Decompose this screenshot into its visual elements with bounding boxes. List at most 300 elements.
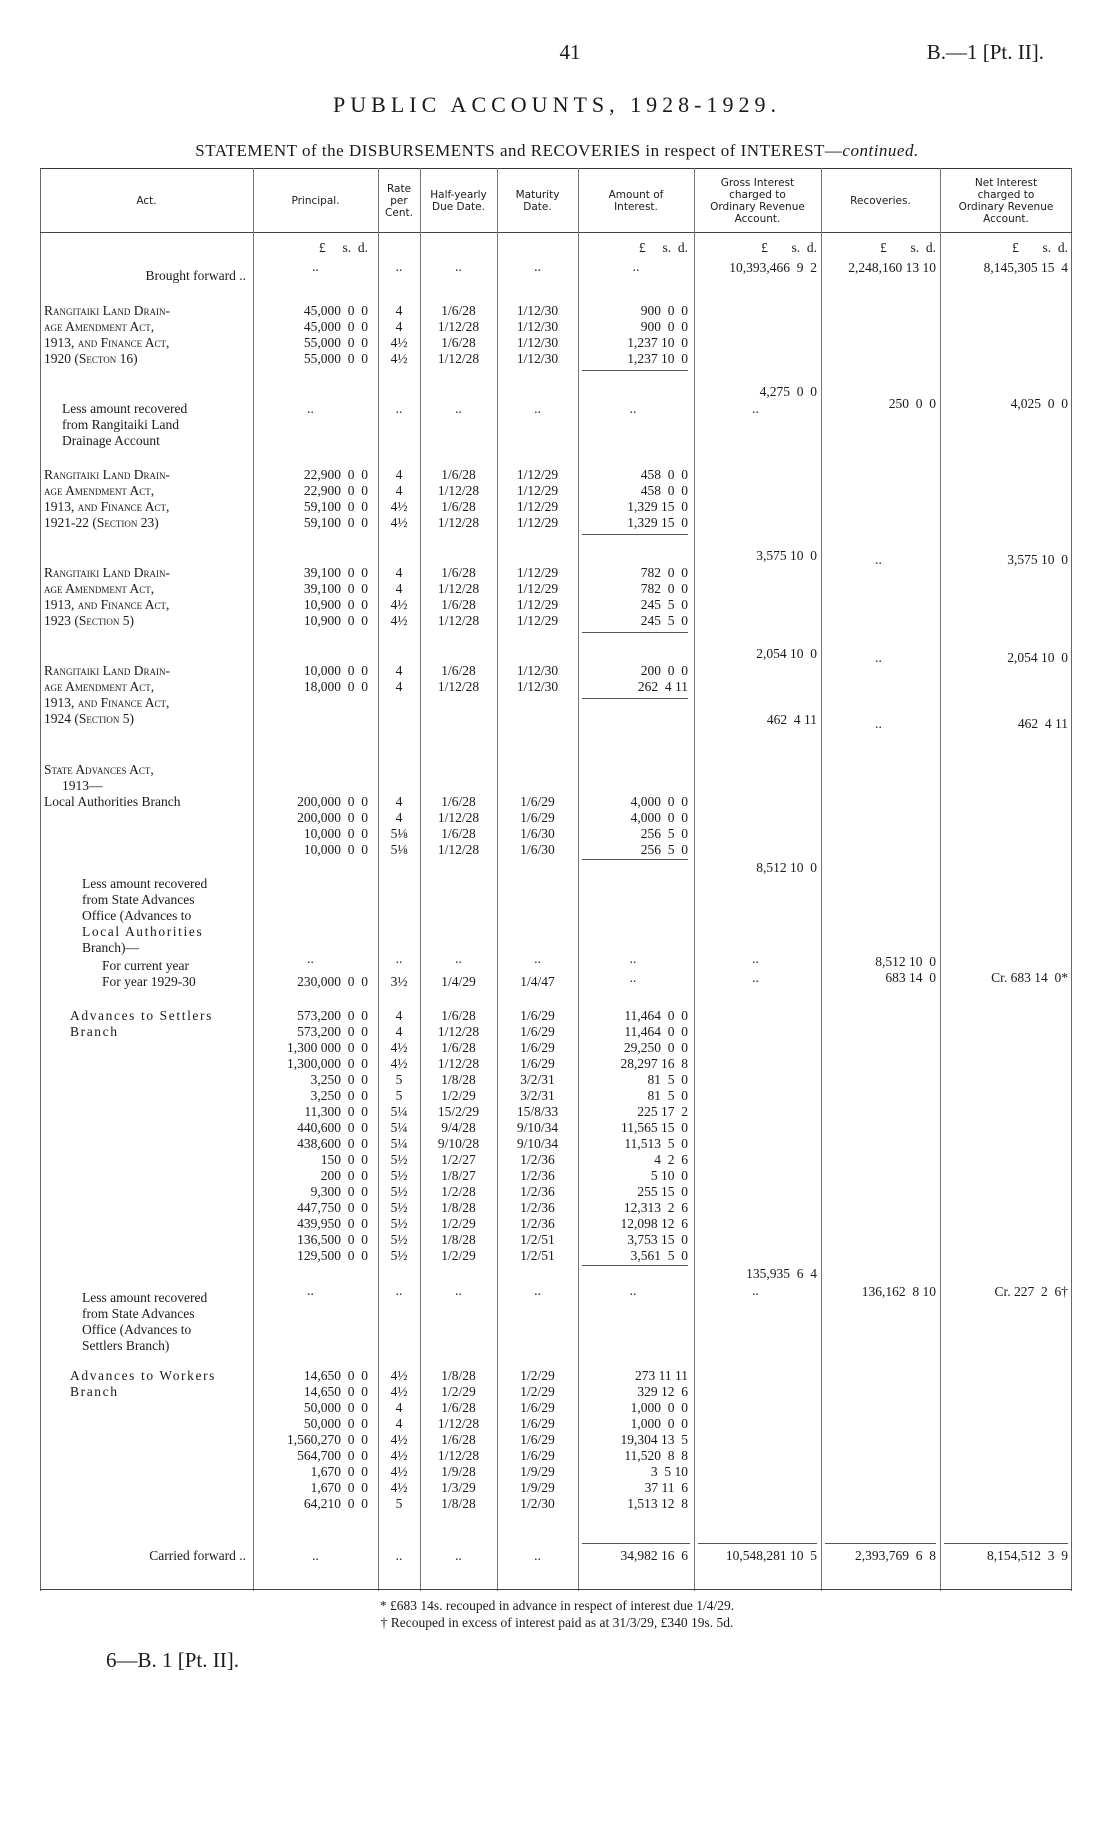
settlers-branch-row-half-yearly: 9/4/28 [441,1120,476,1135]
placeholder-dots: .. [629,1283,637,1298]
settlers-branch-row-principal: 438,600 0 0 [297,1136,368,1151]
settlers-branch-row-rate: 4 [395,1024,403,1039]
settlers-branch-row-principal: 1,300 000 0 0 [287,1040,368,1055]
less-recovered-line: Less amount recovered [62,401,188,416]
carried-forward-maturity: .. [534,1548,541,1563]
workers-branch-row-maturity: 1/6/29 [520,1432,555,1447]
workers-branch-row-principal: 64,210 0 0 [303,1496,368,1511]
brought-forward-net: 8,145,305 15 4 [983,260,1068,275]
settlers-branch-row-maturity: 3/2/31 [520,1088,555,1103]
workers-branch-row-half-yearly: 1/2/29 [441,1384,476,1399]
interest-row-half-yearly: 1/12/28 [437,515,480,530]
settlers-branch-label: Advances to Settlers [70,1008,213,1023]
local-authorities-row-rate: 5⅛ [390,826,408,841]
subtotal-rule [582,370,688,371]
local-authorities-row-principal: 200,000 0 0 [297,810,368,825]
carried-forward-recoveries: 2,393,769 6 8 [855,1548,936,1563]
local-authorities-row-amount: 4,000 0 0 [630,810,688,825]
settlers-branch-row-amount: 5 10 0 [650,1168,688,1183]
settlers-branch-row-half-yearly: 1/2/27 [441,1152,476,1167]
settlers-branch-row-amount: 28,297 16 8 [620,1056,688,1071]
interest-row-principal: 45,000 0 0 [303,319,368,334]
settlers-branch-row-rate: 5¼ [390,1120,408,1135]
interest-row-maturity: 1/12/29 [516,565,559,580]
settlers-branch-row-amount: 81 5 0 [647,1072,688,1087]
interest-row-half-yearly: 1/12/28 [437,613,480,628]
interest-row-maturity: 1/12/30 [516,319,559,334]
interest-row-maturity: 1/12/30 [516,303,559,318]
settlers-branch-row-half-yearly: 1/8/28 [441,1072,476,1087]
currency-head-gross: £ s. d. [761,240,817,255]
subtotal-rule [582,859,688,860]
year-1929-30-net-credit: Cr. 683 14 0* [991,970,1068,985]
subtotal-rule [582,1265,688,1266]
workers-branch-row-rate: 4 [395,1416,403,1431]
header-divider [40,232,1072,233]
act-name-line: 1923 (Section 5) [44,613,134,628]
page-number: 41 [559,40,581,64]
settlers-branch-row-rate: 5½ [390,1168,408,1183]
act-name-line: 1913, and Finance Act, [44,499,170,514]
interest-row-amount: 200 0 0 [640,663,688,678]
local-authorities-row-maturity: 1/6/30 [520,842,555,857]
act-name-line: 1913, and Finance Act, [44,695,170,710]
interest-row-amount: 900 0 0 [640,319,688,334]
workers-branch-row-maturity: 1/2/30 [520,1496,555,1511]
interest-row-maturity: 1/12/29 [516,581,559,596]
workers-branch-row-principal: 1,670 0 0 [310,1464,368,1479]
state-advances-act-year: 1913— [62,778,103,793]
workers-branch-row-principal: 564,700 0 0 [297,1448,368,1463]
header-maturity: Maturity Date. [515,189,560,213]
interest-row-maturity: 1/12/30 [516,663,559,678]
placeholder-dots: .. [307,401,314,416]
local-authorities-row-rate: 4 [395,810,403,825]
interest-row-half-yearly: 1/12/28 [437,351,480,366]
carried-forward-rule [825,1543,936,1544]
workers-branch-label: Branch [70,1384,119,1399]
section-net-interest: 2,054 10 0 [1007,650,1068,665]
less-recovered-line: Less amount recovered [82,876,208,891]
interest-row-rate: 4½ [390,515,408,530]
footnotes [0,1597,1114,1631]
settlers-branch-row-maturity: 1/2/51 [520,1248,555,1263]
act-name-line: 1924 (Section 5) [44,711,134,726]
interest-row-maturity: 1/12/30 [516,335,559,350]
settlers-branch-gross: 135,935 6 4 [746,1266,817,1281]
header-act: Act. [136,195,157,207]
header-rate: Rate per Cent. [385,183,413,219]
header-half-yearly: Half-yearly Due Date. [430,189,487,213]
workers-branch-row-rate: 4½ [390,1480,408,1495]
local-authorities-row-maturity: 1/6/29 [520,794,555,809]
workers-branch-row-half-yearly: 1/12/28 [437,1448,480,1463]
settlers-branch-row-maturity: 1/2/36 [520,1184,555,1199]
brought-forward-principal: .. [312,259,319,274]
less-recovered-line: Less amount recovered [82,1290,208,1305]
carried-forward-rule [944,1543,1068,1544]
workers-branch-row-maturity: 1/2/29 [520,1384,555,1399]
carried-forward-label: Carried forward .. [149,1548,246,1563]
subtotal-rule [582,698,688,699]
workers-branch-row-amount: 1,000 0 0 [630,1416,688,1431]
act-name-line: age Amendment Act, [44,483,155,498]
settlers-branch-row-maturity: 15/8/33 [516,1104,559,1119]
interest-row-principal: 10,000 0 0 [303,663,368,678]
settlers-branch-row-principal: 3,250 0 0 [310,1088,368,1103]
carried-forward-gross: 10,548,281 10 5 [725,1548,817,1563]
workers-branch-row-rate: 4½ [390,1432,408,1447]
subtitle-continued: continued. [842,141,919,160]
act-name-line: 1913, and Finance Act, [44,335,170,350]
settlers-branch-row-principal: 447,750 0 0 [297,1200,368,1215]
settlers-branch-row-half-yearly: 1/2/29 [441,1216,476,1231]
act-name-line: Rangitaiki Land Drain- [44,565,171,580]
settlers-branch-row-amount: 12,313 2 6 [623,1200,688,1215]
settlers-branch-row-principal: 439,950 0 0 [297,1216,368,1231]
header-gross: Gross Interest charged to Ordinary Revenue Account. [710,177,805,225]
local-authorities-row-half-yearly: 1/12/28 [437,810,480,825]
settlers-branch-row-amount: 3,561 5 0 [630,1248,688,1263]
workers-branch-row-amount: 19,304 13 5 [620,1432,688,1447]
settlers-branch-row-rate: 4½ [390,1056,408,1071]
settlers-branch-row-amount: 225 17 2 [637,1104,688,1119]
interest-row-principal: 22,900 0 0 [303,467,368,482]
settlers-branch-row-maturity: 1/6/29 [520,1040,555,1055]
for-current-year-label: For current year [102,958,189,973]
placeholder-dots: .. [534,1283,541,1298]
settlers-branch-row-maturity: 9/10/34 [516,1136,559,1151]
interest-row-half-yearly: 1/6/28 [441,663,476,678]
interest-row-maturity: 1/12/29 [516,499,559,514]
header-net: Net Interest charged to Ordinary Revenue Account. [958,177,1054,225]
settlers-branch-row-amount: 11,513 5 0 [624,1136,688,1151]
interest-row-half-yearly: 1/12/28 [437,679,480,694]
interest-row-rate: 4 [395,467,403,482]
footnote-dagger: † Recouped in excess of interest paid as at 31/3/29, £340 19s. 5d. [380,1615,734,1630]
section-recoveries: 250 0 0 [888,396,936,411]
settlers-branch-row-half-yearly: 1/12/28 [437,1024,480,1039]
interest-row-half-yearly: 1/6/28 [441,335,476,350]
less-recovered-line: Office (Advances to [82,1322,192,1337]
section-gross-interest: 2,054 10 0 [756,646,817,661]
local-authorities-row-amount: 4,000 0 0 [630,794,688,809]
brought-forward-half: .. [455,259,462,274]
column-divider [694,168,695,1591]
interest-row-amount: 782 0 0 [640,581,688,596]
settlers-branch-row-maturity: 1/2/36 [520,1152,555,1167]
interest-row-rate: 4 [395,565,403,580]
settlers-branch-net-credit: Cr. 227 2 6† [994,1284,1068,1299]
interest-row-maturity: 1/12/29 [516,467,559,482]
workers-branch-row-rate: 4½ [390,1448,408,1463]
interest-row-principal: 55,000 0 0 [303,351,368,366]
less-recovered-line: from State Advances [82,892,195,907]
settlers-branch-row-half-yearly: 1/8/27 [441,1168,476,1183]
local-authorities-row-amount: 256 5 0 [640,842,688,857]
placeholder-dots: .. [395,951,403,966]
interest-row-amount: 1,237 10 0 [627,351,688,366]
settlers-branch-row-half-yearly: 1/2/29 [441,1248,476,1263]
section-net-interest: 462 4 11 [1017,716,1068,731]
less-recovered-line: Office (Advances to [82,908,192,923]
less-recovered-line: from Rangitaiki Land [62,417,179,432]
current-year-recoveries: 8,512 10 0 [875,954,936,969]
year-1929-30-rate: 3½ [390,974,408,989]
act-name-line: age Amendment Act, [44,679,155,694]
settlers-branch-row-rate: 5 [395,1088,403,1103]
placeholder-dots: .. [629,970,637,985]
settlers-branch-row-principal: 136,500 0 0 [297,1232,368,1247]
workers-branch-row-maturity: 1/9/29 [520,1480,555,1495]
settlers-branch-row-rate: 5½ [390,1216,408,1231]
interest-row-rate: 4½ [390,335,408,350]
local-authorities-row-half-yearly: 1/6/28 [441,826,476,841]
currency-head-amount: £ s. d. [638,240,688,255]
interest-row-principal: 45,000 0 0 [303,303,368,318]
currency-head-net: £ s. d. [1012,240,1068,255]
settlers-branch-row-rate: 5½ [390,1232,408,1247]
interest-row-maturity: 1/12/29 [516,613,559,628]
workers-branch-row-half-yearly: 1/8/28 [441,1496,476,1511]
workers-branch-row-amount: 3 5 10 [650,1464,688,1479]
interest-row-half-yearly: 1/6/28 [441,565,476,580]
placeholder-dots: .. [455,401,462,416]
settlers-branch-row-principal: 129,500 0 0 [297,1248,368,1263]
carried-forward-rate: .. [395,1548,403,1563]
interest-row-principal: 10,900 0 0 [303,597,368,612]
subtotal-rule [582,632,688,633]
section-recoveries: .. [875,716,882,731]
workers-branch-row-amount: 329 12 6 [637,1384,688,1399]
settlers-branch-recoveries: 136,162 8 10 [861,1284,936,1299]
placeholder-dots: .. [752,1283,759,1298]
placeholder-dots: .. [307,1283,314,1298]
header-recoveries: Recoveries. [850,195,911,207]
settlers-branch-row-maturity: 3/2/31 [520,1072,555,1087]
interest-row-principal: 22,900 0 0 [303,483,368,498]
interest-row-half-yearly: 1/6/28 [441,303,476,318]
state-advances-act-title: State Advances Act, [44,762,154,777]
settlers-branch-row-amount: 3,753 15 0 [627,1232,688,1247]
statement-subtitle [0,141,1114,161]
placeholder-dots: .. [752,401,759,416]
workers-branch-row-half-yearly: 1/9/28 [441,1464,476,1479]
settlers-branch-row-principal: 440,600 0 0 [297,1120,368,1135]
interest-row-rate: 4 [395,483,403,498]
header-amount: Amount of Interest. [608,189,664,213]
interest-row-amount: 458 0 0 [640,467,688,482]
workers-branch-row-rate: 4½ [390,1384,408,1399]
interest-row-half-yearly: 1/6/28 [441,499,476,514]
workers-branch-row-principal: 1,670 0 0 [310,1480,368,1495]
settlers-branch-row-principal: 150 0 0 [320,1152,368,1167]
interest-row-maturity: 1/12/30 [516,351,559,366]
workers-branch-label: Advances to Workers [70,1368,217,1383]
interest-row-amount: 1,237 10 0 [627,335,688,350]
settlers-branch-row-maturity: 1/2/51 [520,1232,555,1247]
settlers-branch-row-amount: 11,565 15 0 [621,1120,688,1135]
settlers-branch-row-amount: 29,250 0 0 [623,1040,688,1055]
placeholder-dots: .. [455,1283,462,1298]
interest-row-principal: 55,000 0 0 [303,335,368,350]
carried-forward-rule [698,1543,817,1544]
placeholder-dots: .. [629,951,637,966]
interest-row-maturity: 1/12/29 [516,597,559,612]
section-recoveries: .. [875,552,882,567]
placeholder-dots: .. [395,401,403,416]
workers-branch-row-principal: 1,560,270 0 0 [287,1432,368,1447]
interest-row-rate: 4½ [390,613,408,628]
act-name-line: age Amendment Act, [44,319,155,334]
settlers-branch-row-maturity: 1/6/29 [520,1024,555,1039]
settlers-branch-row-half-yearly: 1/6/28 [441,1040,476,1055]
less-recovered-line: Local Authorities [82,924,204,939]
brought-forward-gross: 10,393,466 9 2 [729,260,817,275]
settlers-branch-row-amount: 11,464 0 0 [624,1024,688,1039]
local-authorities-branch-label: Local Authorities Branch [44,794,181,809]
workers-branch-row-rate: 4½ [390,1368,408,1383]
interest-row-maturity: 1/12/30 [516,679,559,694]
settlers-branch-row-half-yearly: 1/2/28 [441,1184,476,1199]
settlers-branch-row-half-yearly: 1/6/28 [441,1008,476,1023]
interest-row-principal: 39,100 0 0 [303,565,368,580]
section-gross-interest: 3,575 10 0 [756,548,817,563]
interest-row-maturity: 1/12/29 [516,483,559,498]
workers-branch-row-rate: 5 [395,1496,403,1511]
act-name-line: Rangitaiki Land Drain- [44,663,171,678]
settlers-branch-row-half-yearly: 1/2/29 [441,1088,476,1103]
settlers-branch-row-rate: 5½ [390,1184,408,1199]
for-year-1929-30-label: For year 1929-30 [102,974,196,989]
footer-reference: 6—B. 1 [Pt. II]. [106,1648,239,1672]
workers-branch-row-rate: 4 [395,1400,403,1415]
act-name-line: age Amendment Act, [44,581,155,596]
interest-row-maturity: 1/12/29 [516,515,559,530]
interest-row-rate: 4½ [390,499,408,514]
settlers-branch-row-amount: 4 2 6 [654,1152,688,1167]
column-divider [821,168,822,1591]
interest-row-half-yearly: 1/12/28 [437,319,480,334]
carried-forward-amount: 34,982 16 6 [620,1548,688,1563]
settlers-branch-row-principal: 3,250 0 0 [310,1072,368,1087]
brought-forward-rate: .. [395,259,403,274]
placeholder-dots: .. [455,951,462,966]
interest-row-amount: 900 0 0 [640,303,688,318]
workers-branch-row-amount: 1,513 12 8 [627,1496,688,1511]
less-recovered-line: Branch)— [82,940,139,955]
interest-row-amount: 782 0 0 [640,565,688,580]
act-name-line: 1921-22 (Section 23) [44,515,159,530]
interest-row-rate: 4 [395,581,403,596]
interest-row-rate: 4½ [390,351,408,366]
interest-row-half-yearly: 1/6/28 [441,597,476,612]
interest-row-amount: 245 5 0 [640,597,688,612]
settlers-branch-row-rate: 5½ [390,1152,408,1167]
settlers-branch-row-half-yearly: 1/8/28 [441,1200,476,1215]
workers-branch-row-principal: 50,000 0 0 [303,1416,368,1431]
settlers-branch-row-principal: 11,300 0 0 [304,1104,368,1119]
workers-branch-row-half-yearly: 1/6/28 [441,1400,476,1415]
interest-row-half-yearly: 1/12/28 [437,483,480,498]
interest-row-rate: 4 [395,303,403,318]
placeholder-dots: .. [629,401,637,416]
placeholder-dots: .. [307,951,314,966]
settlers-branch-row-half-yearly: 1/12/28 [437,1056,480,1071]
settlers-branch-row-rate: 5½ [390,1200,408,1215]
local-authorities-row-amount: 256 5 0 [640,826,688,841]
local-authorities-row-maturity: 1/6/29 [520,810,555,825]
section-gross-interest: 4,275 0 0 [759,384,817,399]
workers-branch-row-half-yearly: 1/12/28 [437,1416,480,1431]
brought-forward-amount: .. [632,259,640,274]
settlers-branch-row-principal: 9,300 0 0 [310,1184,368,1199]
workers-branch-row-maturity: 1/6/29 [520,1448,555,1463]
settlers-branch-row-amount: 11,464 0 0 [624,1008,688,1023]
workers-branch-row-amount: 11,520 8 8 [624,1448,688,1463]
settlers-branch-row-amount: 255 15 0 [637,1184,688,1199]
workers-branch-row-rate: 4½ [390,1464,408,1479]
interest-row-amount: 1,329 15 0 [627,515,688,530]
workers-branch-row-principal: 14,650 0 0 [303,1368,368,1383]
settlers-branch-row-rate: 5¼ [390,1104,408,1119]
workers-branch-row-amount: 37 11 6 [644,1480,688,1495]
settlers-branch-row-rate: 4½ [390,1040,408,1055]
brought-forward-label: Brought forward .. [145,268,246,283]
year-1929-30-recoveries: 683 14 0 [885,970,936,985]
interest-row-amount: 458 0 0 [640,483,688,498]
settlers-branch-row-rate: 4 [395,1008,403,1023]
settlers-branch-row-principal: 573,200 0 0 [297,1008,368,1023]
workers-branch-row-maturity: 1/2/29 [520,1368,555,1383]
section-gross-interest: 462 4 11 [766,712,817,727]
local-authorities-row-rate: 5⅛ [390,842,408,857]
settlers-branch-row-rate: 5¼ [390,1136,408,1151]
interest-row-principal: 10,900 0 0 [303,613,368,628]
settlers-branch-row-half-yearly: 9/10/28 [437,1136,480,1151]
footnote-asterisk: * £683 14s. recouped in advance in respect of interest due 1/4/29. [379,1598,735,1613]
workers-branch-row-principal: 50,000 0 0 [303,1400,368,1415]
settlers-branch-row-half-yearly: 1/8/28 [441,1232,476,1247]
settlers-branch-row-principal: 1,300,000 0 0 [287,1056,368,1071]
settlers-branch-row-maturity: 1/2/36 [520,1168,555,1183]
settlers-branch-row-principal: 200 0 0 [320,1168,368,1183]
less-recovered-line: Drainage Account [62,433,160,448]
act-name-line: Rangitaiki Land Drain- [44,303,171,318]
settlers-branch-row-principal: 573,200 0 0 [297,1024,368,1039]
local-authorities-row-principal: 10,000 0 0 [303,826,368,841]
carried-forward-rule [582,1543,690,1544]
settlers-branch-row-maturity: 1/2/36 [520,1200,555,1215]
workers-branch-row-amount: 1,000 0 0 [630,1400,688,1415]
settlers-branch-row-half-yearly: 15/2/29 [437,1104,480,1119]
placeholder-dots: .. [752,970,759,985]
brought-forward-recoveries: 2,248,160 13 10 [848,260,936,275]
settlers-branch-row-maturity: 1/6/29 [520,1056,555,1071]
local-authorities-gross: 8,512 10 0 [756,860,817,875]
act-name-line: 1920 (Secton 16) [44,351,138,366]
interest-row-amount: 1,329 15 0 [627,499,688,514]
section-recoveries: .. [875,650,882,665]
local-authorities-row-principal: 200,000 0 0 [297,794,368,809]
interest-row-rate: 4 [395,319,403,334]
year-1929-30-half-yearly: 1/4/29 [441,974,476,989]
subtitle-main: STATEMENT of the DISBURSEMENTS and RECOVERIES in respect of INTEREST— [195,141,843,160]
currency-head-recoveries: £ s. d. [880,240,936,255]
interest-row-amount: 245 5 0 [640,613,688,628]
settlers-branch-row-maturity: 1/6/29 [520,1008,555,1023]
table-bottom-rule [40,1589,1072,1590]
